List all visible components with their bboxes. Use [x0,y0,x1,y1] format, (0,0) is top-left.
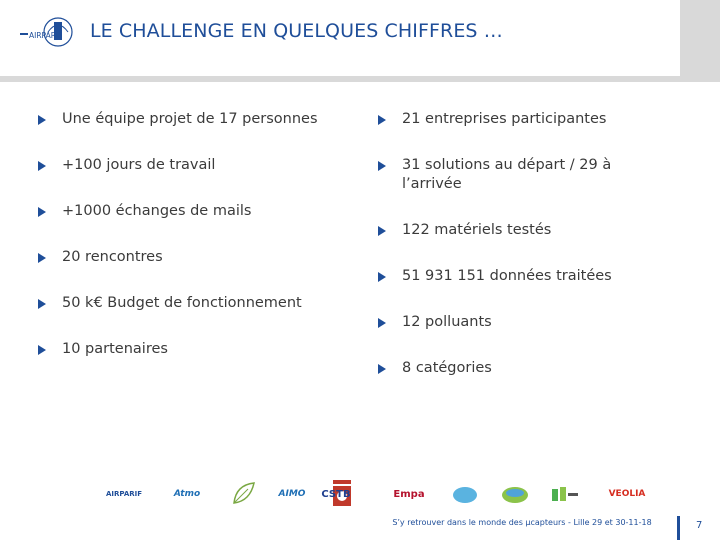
plant-icon [548,483,582,505]
bullet-arrow-icon [378,161,386,171]
footer-divider [677,516,680,540]
bullet-arrow-icon [38,115,46,125]
list-item [38,110,318,129]
footer-caption: S’y retrouver dans le monde des µcapteurs - Lille 29 et 30-11-18 [392,518,652,527]
list-item-text: +1000 échanges de mails [62,203,252,219]
list-item [378,221,551,240]
list-item-text: 50 k€ Budget de fonctionnement [62,295,302,311]
bullet-arrow-icon [378,115,386,125]
partner-logo-text: Empa [393,488,425,500]
list-item-text: Une équipe projet de 17 personnes [62,111,318,127]
list-item-text: 21 entreprises participantes [402,111,607,127]
bullet-arrow-icon [38,299,46,309]
list-item [378,110,606,129]
list-item-text: 51 931 151 données traitées [402,268,612,284]
partner-logo-plants [546,478,584,510]
partner-logo-leaf [226,478,260,510]
page-number: 7 [696,520,703,531]
list-item [38,294,302,313]
list-item [38,248,163,267]
partner-logo-aimo [272,478,312,510]
bullet-arrow-icon [38,345,46,355]
list-item-text: 122 matériels testés [402,222,552,238]
list-item-text: 31 solutions au départ / 29 à l’arrivée [402,157,612,192]
bullet-arrow-icon [38,253,46,263]
list-item [378,267,612,286]
bullet-arrow-icon [378,318,386,328]
list-item [378,359,492,378]
leaf-icon [228,479,258,509]
list-item [378,156,611,194]
bullet-arrow-icon [38,207,46,217]
partner-logos [100,478,660,512]
bullet-arrow-icon [378,272,386,282]
green-shape-icon [500,483,530,505]
partner-logo-green [498,478,532,510]
page-title: LE CHALLENGE EN QUELQUES CHIFFRES … [90,20,503,42]
list-item-text: 20 rencontres [62,249,163,265]
list-item [38,202,251,221]
partner-logo-veolia [596,478,658,510]
list-item-text: 8 catégories [402,360,492,376]
list-item [38,156,215,175]
airparif-logo [18,12,82,52]
logo-text: AIRPARIF [29,31,63,40]
list-item-text: +100 jours de travail [62,157,216,173]
partner-logo-text: Atmo [173,489,201,499]
partner-logo-text: VEOLIA [608,489,646,499]
partner-logo-text: AIMO [278,489,306,499]
bullet-arrow-icon [378,364,386,374]
partner-logo-atmo [166,478,208,510]
partner-logo-text: CSTB [321,488,351,500]
cloud-icon [451,483,479,505]
list-item [38,340,168,359]
partner-logo-cstb [316,478,356,510]
partner-logo-text: AIRPARIF [105,490,143,498]
partner-logo-empa [378,478,440,510]
list-item-text: 12 polluants [402,314,492,330]
partner-logo-airparif [100,478,148,510]
list-item [378,313,492,332]
bullet-arrow-icon [38,161,46,171]
bullet-arrow-icon [378,226,386,236]
partner-logo-cloud [450,478,480,510]
list-item-text: 10 partenaires [62,341,168,357]
